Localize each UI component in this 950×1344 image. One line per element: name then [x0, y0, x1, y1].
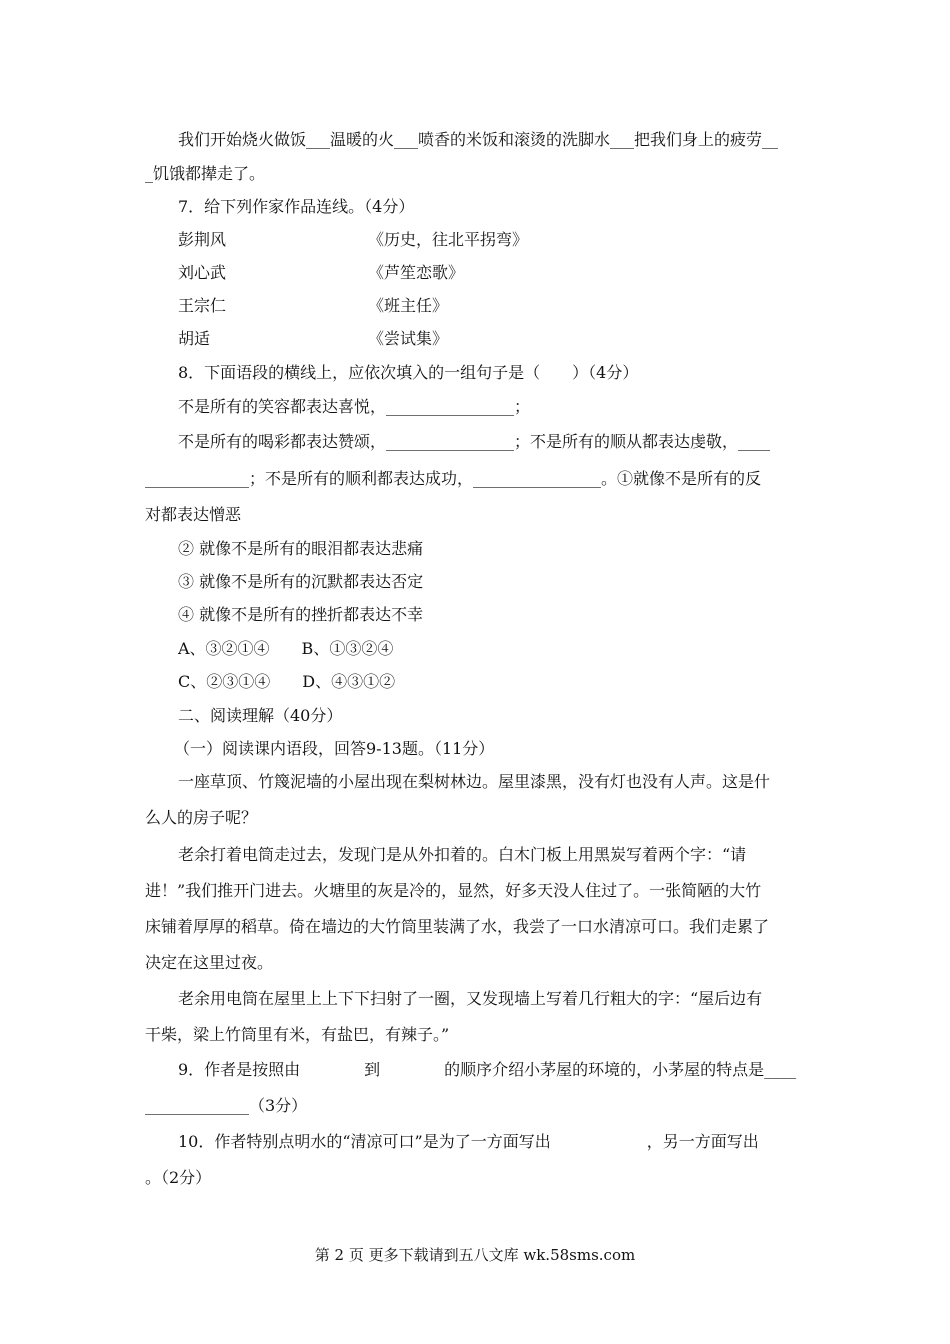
- passage-line: 决定在这里过夜。: [145, 953, 274, 972]
- author-name: 刘心武: [178, 263, 227, 282]
- passage-line: 老余用电筒在屋里上上下下扫射了一圈，又发现墙上写着几行粗大的字：“屋后边有: [178, 989, 763, 1008]
- question-8: 8．下面语段的横线上，应依次填入的一组句子是（ ）（4分）: [178, 363, 639, 382]
- option-line: ② 就像不是所有的眼泪都表达悲痛: [178, 539, 424, 558]
- question-9: 9．作者是按照由 到 的顺序介绍小茅屋的环境的，小茅屋的特点是____: [178, 1060, 797, 1079]
- passage-line: 进！”我们推开门进去。火塘里的灰是冷的，显然，好多天没人住过了。一张简陋的大竹: [145, 881, 762, 900]
- passage-line: 老余打着电筒走过去，发现门是从外扣着的。白木门板上用黑炭写着两个字：“请: [178, 845, 747, 864]
- passage-line: 床铺着厚厚的稻草。倚在墙边的大竹筒里装满了水，我尝了一口水清凉可口。我们走累了: [145, 917, 770, 936]
- passage-line: 么人的房子呢？: [145, 808, 258, 827]
- question-9-cont: _____________（3分）: [145, 1096, 308, 1115]
- author-name: 彭荆风: [178, 230, 227, 249]
- text-line: _____________；不是所有的顺利都表达成功，________________。①就像不是所有的反: [145, 469, 762, 488]
- option-line: ④ 就像不是所有的挫折都表达不幸: [178, 605, 424, 624]
- text-line: 不是所有的喝彩都表达赞颂，________________；不是所有的顺从都表达虔敬，____: [178, 432, 771, 451]
- author-work: 《班主任》: [368, 296, 449, 315]
- text-line: 对都表达憎恶: [145, 505, 242, 524]
- question-10-cont: 。（2分）: [145, 1168, 212, 1187]
- author-work: 《芦笙恋歌》: [368, 263, 465, 282]
- author-work: 《尝试集》: [368, 329, 449, 348]
- author-name: 胡适: [178, 329, 211, 348]
- choice-line: A、③②①④ B、①③②④: [178, 639, 394, 658]
- subsection-heading: （一）阅读课内语段，回答9-13题。（11分）: [174, 739, 495, 758]
- choice-line: C、②③①④ D、④③①②: [178, 672, 396, 691]
- author-work: 《历史，往北平拐弯》: [368, 230, 529, 249]
- section-heading: 二、阅读理解（40分）: [178, 706, 343, 725]
- question-7: 7．给下列作家作品连线。（4分）: [178, 197, 415, 216]
- text-line: _饥饿都撵走了。: [145, 164, 266, 183]
- option-line: ③ 就像不是所有的沉默都表达否定: [178, 572, 424, 591]
- passage-line: 一座草顶、竹篾泥墙的小屋出现在梨树林边。屋里漆黑，没有灯也没有人声。这是什: [178, 772, 771, 791]
- passage-line: 干柴，梁上竹筒里有米，有盐巴，有辣子。”: [145, 1025, 450, 1044]
- question-10: 10．作者特别点明水的“清凉可口”是为了一方面写出 ，另一方面写出: [178, 1132, 759, 1151]
- text-line: 我们开始烧火做饭___温暖的火___喷香的米饭和滚烫的洗脚水___把我们身上的疲劳__: [178, 130, 779, 149]
- author-name: 王宗仁: [178, 296, 227, 315]
- text-line: 不是所有的笑容都表达喜悦，________________；: [178, 397, 531, 416]
- page-footer: 第 2 页 更多下载请到五八文库 wk.58sms.com: [314, 1246, 636, 1264]
